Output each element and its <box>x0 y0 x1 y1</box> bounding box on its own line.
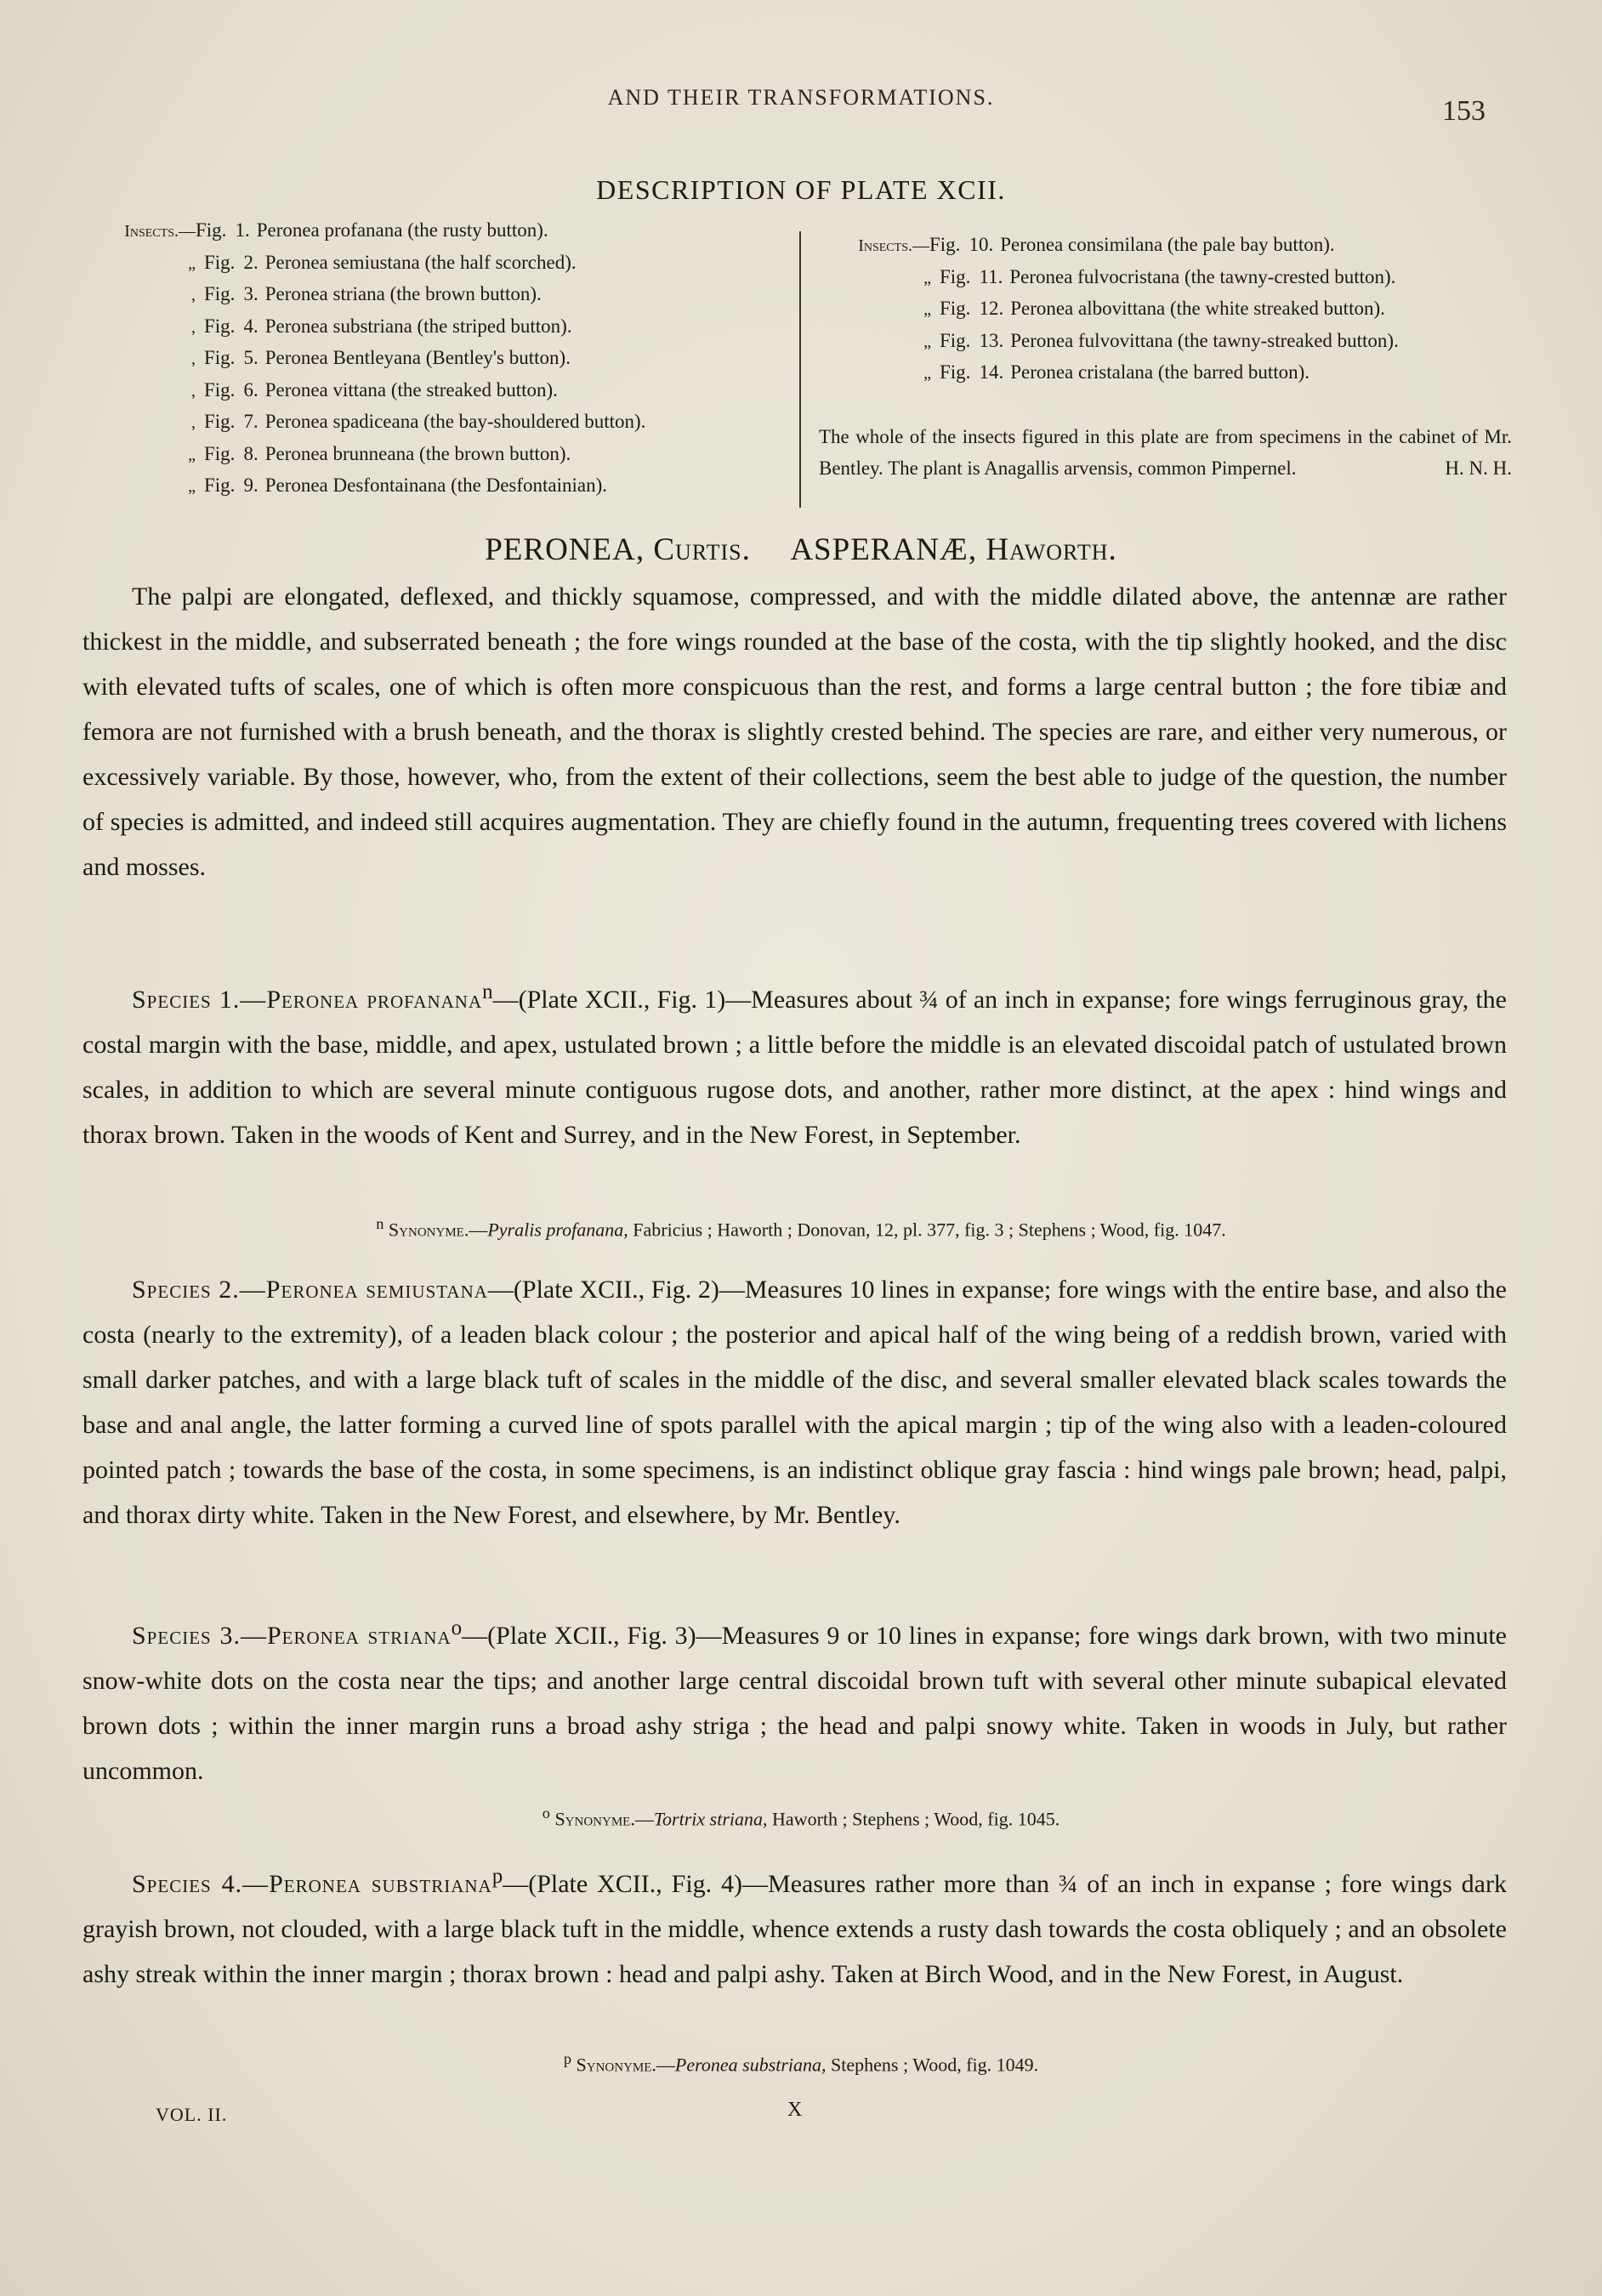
figure-item <box>821 326 1522 358</box>
figure-number: 8. <box>243 442 258 464</box>
figure-caption: Peronea brunneana (the brown button). <box>264 442 571 464</box>
footnote-ref: o <box>451 1617 463 1640</box>
species-text: —(Plate XCII., Fig. 4)—Measures rather more than ¾ of an inch in expanse ; fore wings dark grayish brown, not clouded, with a large black tuft in the middle, whence extends a rusty dash towards the costa obliquely ; and an obsolete ashy streak within the inner margin ; thorax brown : head and palpi ashy. Taken at Birch Wood, and in the New Forest, in August. <box>82 1870 1507 1988</box>
footnote <box>0 2046 1602 2077</box>
species-title: Species 3.—Peronea striana <box>132 1622 452 1650</box>
figure-number: 6. <box>243 378 258 401</box>
footnote-ref: n <box>482 980 493 1003</box>
figure-item <box>821 262 1522 294</box>
figure-caption: Peronea semiustana (the half scorched). <box>264 251 577 273</box>
plate-note-text: The whole of the insects figured in this plate are from specimens in the cabinet of Mr. Bentley. The plant is Anagallis arvensis, common Pimpernel. <box>819 426 1512 479</box>
figure-label: Fig. <box>204 378 236 401</box>
figure-caption: Peronea striana (the brown button). <box>264 283 542 304</box>
figure-label: Fig. <box>940 329 971 351</box>
figure-number: 9. <box>243 475 258 496</box>
footnote-ref: p <box>491 1865 503 1888</box>
footnote-label: Synonyme.— <box>554 1808 654 1830</box>
figure-caption: Peronea consimilana (the pale bay button). <box>1000 234 1335 255</box>
figure-caption: Peronea Desfontainana (the Desfontainian). <box>264 475 608 496</box>
figure-list-left <box>85 215 799 503</box>
figure-caption: Peronea profanana (the rusty button). <box>256 219 548 241</box>
signature-mark: X <box>787 2099 803 2121</box>
species-paragraph <box>82 1605 1507 1793</box>
figure-label: Fig. <box>929 234 961 255</box>
figure-caption: Peronea Bentleyana (Bentley's button). <box>264 347 571 368</box>
species-text: —(Plate XCII., Fig. 3)—Measures 9 or 10 lines in expanse; fore wings dark brown, with two minute snow-white dots on the costa near the tips; and another large central discoidal brown tuft with several other minute subapical elevated brown dots ; within the inner margin runs a broad ashy striga ; the head and palpi snowy white. Taken in woods in July, but rather uncommon. <box>82 1622 1507 1785</box>
group-name: ASPERANÆ, <box>790 532 978 567</box>
page-number: 153 <box>1442 95 1486 127</box>
figure-number: 2. <box>243 251 258 273</box>
plate-title: DESCRIPTION OF PLATE XCII. <box>596 174 1006 205</box>
footnote <box>0 1211 1602 1242</box>
figure-number: 14. <box>979 361 1004 383</box>
footnote-italic: Tortrix striana, <box>653 1808 768 1830</box>
genus-author: Curtis. <box>653 532 751 567</box>
figure-item <box>85 343 799 375</box>
figure-prefix: „ <box>923 300 931 319</box>
figure-item <box>85 470 799 503</box>
figure-caption: Peronea substriana (the striped button). <box>264 315 572 337</box>
figure-prefix: „ <box>923 332 931 351</box>
figure-number: 11. <box>979 265 1003 287</box>
genus-name: PERONEA, <box>485 532 645 567</box>
figure-label: Fig. <box>940 361 971 383</box>
plate-note-initials: H. N. H. <box>1445 457 1512 479</box>
figure-item <box>821 357 1522 389</box>
footnote-label: Synonyme.— <box>388 1219 488 1241</box>
figure-caption: Peronea cristalana (the barred button). <box>1010 361 1310 383</box>
figure-prefix: , <box>191 350 196 368</box>
figure-number: 13. <box>979 329 1004 351</box>
footnote-mark: o <box>542 1804 550 1821</box>
footnote-italic: Pyralis profanana, <box>487 1219 628 1241</box>
species-text: —(Plate XCII., Fig. 2)—Measures 10 lines in expanse; fore wings with the entire base, and also the costa (nearly to the extremity), of a leaden black colour ; the posterior and apical half of the wing being of a reddish brown, varied with small darker patches, and with a large black tuft of scales in the middle of the disc, and several smaller elevated black scales towards the base and anal angle, the latter forming a curved line of spots parallel with the apical margin ; tip of the wing also with a leaden-coloured pointed patch ; towards the base of the costa, in some specimens, is an indistinct oblique gray fascia : hind wings pale brown; head, palpi, and thorax dirty white. Taken in the New Forest, and elsewhere, by Mr. Bentley. <box>82 1276 1507 1529</box>
figure-item <box>85 215 799 247</box>
figure-prefix: „ <box>188 477 196 496</box>
figure-number: 3. <box>243 283 258 304</box>
figure-prefix: „ <box>188 253 196 273</box>
figure-prefix: „ <box>188 445 196 464</box>
footnote-mark: n <box>376 1215 384 1232</box>
species-title: Species 2.—Peronea semiustana <box>132 1276 488 1304</box>
figure-caption: Peronea fulvocristana (the tawny-crested button). <box>1009 265 1396 287</box>
figure-prefix: , <box>191 381 196 401</box>
species-paragraph <box>82 969 1507 1157</box>
figure-label: Fig. <box>204 283 236 304</box>
figure-label: Fig. <box>204 347 236 368</box>
figure-prefix: , <box>191 413 196 432</box>
figure-number: 7. <box>243 411 258 432</box>
figure-number: 1. <box>235 219 250 241</box>
figure-caption: Peronea vittana (the streaked button). <box>264 378 558 401</box>
figure-item <box>85 247 799 280</box>
figure-list-right <box>821 230 1522 389</box>
figure-label: Fig. <box>204 442 236 464</box>
figure-number: 4. <box>243 315 258 337</box>
figure-label: Fig. <box>204 315 236 337</box>
figure-prefix: Insects.— <box>124 222 196 241</box>
species-paragraph <box>82 1267 1507 1537</box>
column-divider <box>799 231 801 508</box>
figure-number: 12. <box>979 298 1004 319</box>
figure-label: Fig. <box>940 265 971 287</box>
figure-item <box>85 375 799 407</box>
figure-label: Fig. <box>196 219 227 241</box>
figure-caption: Peronea albovittana (the white streaked button). <box>1010 298 1385 319</box>
figure-prefix: „ <box>923 364 931 383</box>
group-author: Haworth. <box>986 532 1117 567</box>
figure-number: 5. <box>243 347 258 368</box>
figure-label: Fig. <box>204 475 236 496</box>
species-text: —(Plate XCII., Fig. 1)—Measures about ¾ of an inch in expanse; fore wings ferruginous gray, the costal margin with the base, middle, and apex, ustulated brown ; a little before the middle is an elevated discoidal patch of ustulated brown scales, in addition to which are several minute contiguous rugose dots, and another, rather more distinct, at the apex : hind wings and thorax brown. Taken in the woods of Kent and Surrey, and in the New Forest, in September. <box>82 986 1507 1149</box>
figure-caption: Peronea fulvovittana (the tawny-streaked button). <box>1010 329 1399 351</box>
figure-item <box>85 439 799 471</box>
intro-paragraph: The palpi are elongated, deflexed, and thickly squamose, compressed, and with the middle dilated above, the antennæ are rather thickest in the middle, and subserrated beneath ; the fore wings rounded at the base of the costa, with the tip slightly hooked, and the disc with elevated tufts of scales, one of which is often more conspicuous than the rest, and forms a large central button ; the fore tibiæ and femora are not furnished with a brush beneath, and the thorax is slightly crested behind. The species are rare, and either very numerous, or excessively variable. By those, however, who, from the extent of their collections, seem the best able to judge of the question, the number of species is admitted, and indeed still acquires augmentation. They are chiefly found in the autumn, frequenting trees covered with lichens and mosses. <box>82 583 1507 881</box>
species-paragraph <box>82 1854 1507 1997</box>
footnote-mark: p <box>563 2050 572 2067</box>
footnote-label: Synonyme.— <box>576 2054 675 2076</box>
figure-caption: Peronea spadiceana (the bay-shouldered button). <box>264 411 646 432</box>
figure-item <box>85 406 799 439</box>
figure-prefix: , <box>191 317 196 337</box>
footnote-italic: Peronea substriana, <box>674 2054 827 2076</box>
figure-label: Fig. <box>204 251 236 273</box>
figure-prefix: Insects.— <box>858 236 929 255</box>
running-head: AND THEIR TRANSFORMATIONS. <box>607 85 995 110</box>
figure-label: Fig. <box>940 298 971 319</box>
footnote-rest: Stephens ; Wood, fig. 1049. <box>826 2054 1039 2076</box>
figure-prefix: , <box>191 286 196 304</box>
plate-note <box>819 421 1512 484</box>
footnote <box>0 1800 1602 1832</box>
figure-item <box>821 230 1522 262</box>
footnote-rest: Fabricius ; Haworth ; Donovan, 12, pl. 377, fig. 3 ; Stephens ; Wood, fig. 1047. <box>628 1219 1226 1241</box>
figure-number: 10. <box>969 234 994 255</box>
figure-item <box>821 293 1522 326</box>
species-title: Species 1.—Peronea profanana <box>132 986 483 1014</box>
genus-heading <box>0 531 1602 568</box>
species-title: Species 4.—Peronea substriana <box>132 1870 492 1898</box>
footnote-rest: Haworth ; Stephens ; Wood, fig. 1045. <box>767 1808 1060 1830</box>
figure-item <box>85 279 799 311</box>
volume-label: VOL. II. <box>156 2104 228 2125</box>
figure-item <box>85 311 799 344</box>
figure-label: Fig. <box>204 411 236 432</box>
figure-prefix: „ <box>923 268 931 287</box>
